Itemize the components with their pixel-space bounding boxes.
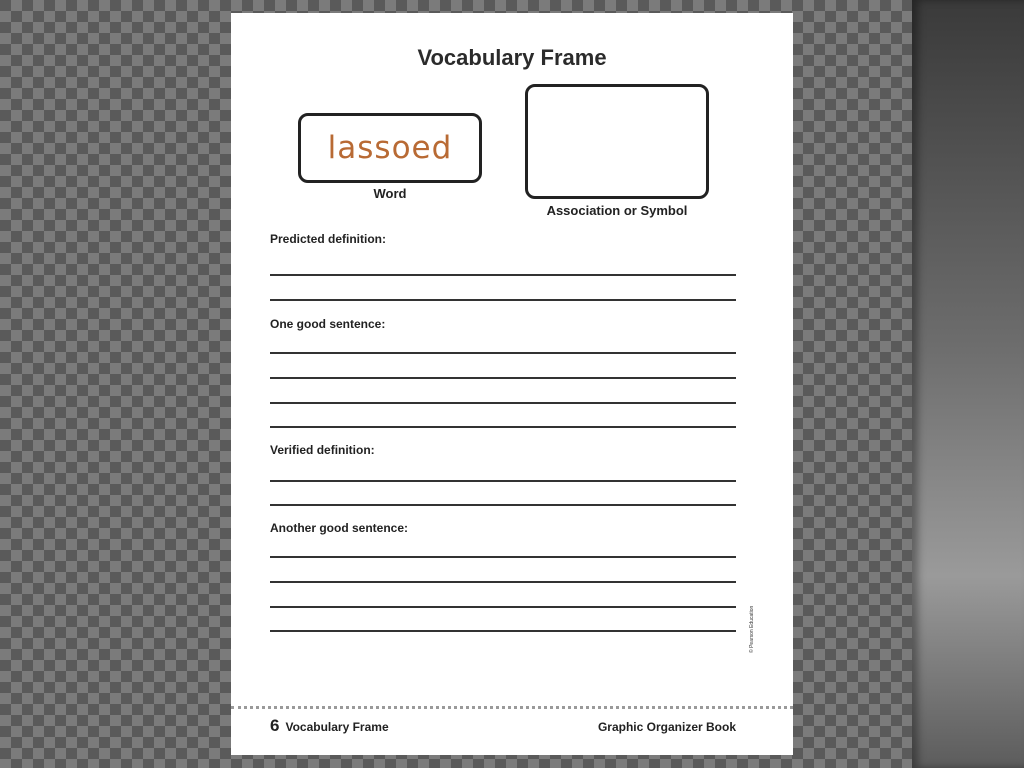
predicted-definition-line xyxy=(270,299,736,301)
sentence-one-line xyxy=(270,402,736,404)
predicted-definition-label: Predicted definition: xyxy=(270,232,387,246)
copyright-notice: © Pearson Education xyxy=(749,605,755,653)
footer-left xyxy=(270,716,389,736)
page-number: 6 xyxy=(270,716,280,735)
sentence-two-line xyxy=(270,606,736,608)
worksheet-page xyxy=(231,13,793,755)
footer-page-label: Vocabulary Frame xyxy=(285,720,389,734)
word-box xyxy=(298,113,482,183)
verified-definition-line xyxy=(270,480,736,482)
word-value: lassoed xyxy=(327,130,453,166)
sentence-one-line xyxy=(270,352,736,354)
symbol-caption: Association or Symbol xyxy=(546,203,688,218)
sentence-two-line xyxy=(270,581,736,583)
word-caption: Word xyxy=(373,186,407,201)
sentence-one-label: One good sentence: xyxy=(270,317,386,331)
slide-side-strip xyxy=(912,0,1024,768)
sentence-one-line xyxy=(270,377,736,379)
verified-definition-line xyxy=(270,504,736,506)
association-symbol-box xyxy=(525,84,709,199)
footer-book-title: Graphic Organizer Book xyxy=(597,720,736,734)
sentence-two-line xyxy=(270,556,736,558)
sentence-two-label: Another good sentence: xyxy=(270,521,409,535)
verified-definition-label: Verified definition: xyxy=(270,443,375,457)
sentence-two-line xyxy=(270,630,736,632)
footer-divider xyxy=(231,706,793,709)
predicted-definition-line xyxy=(270,274,736,276)
sentence-one-line xyxy=(270,426,736,428)
page-title: Vocabulary Frame xyxy=(417,45,607,70)
